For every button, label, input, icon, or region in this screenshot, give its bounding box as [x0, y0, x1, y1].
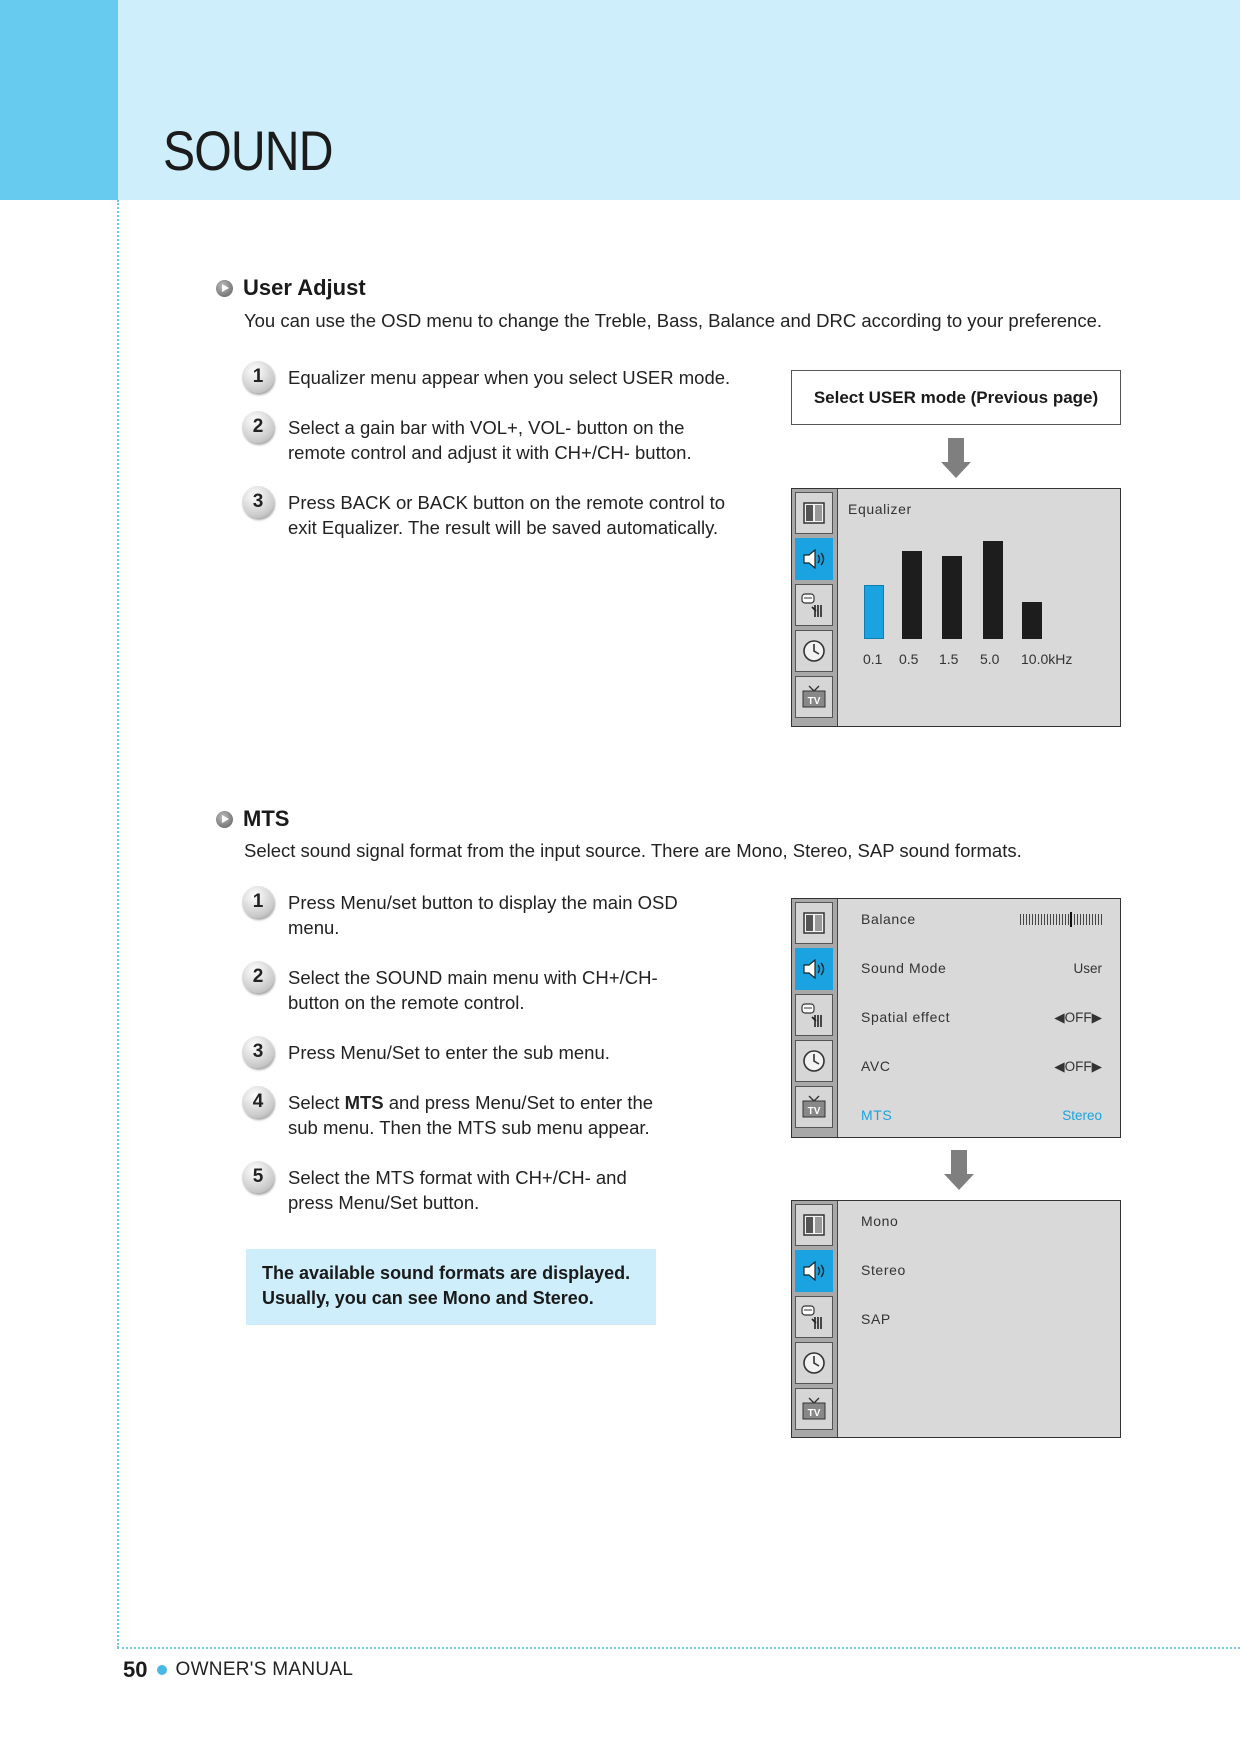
- header-tab: [0, 0, 118, 200]
- equalizer-bar-0-5: [902, 551, 922, 639]
- sound-icon: [795, 948, 833, 990]
- equalizer-band-label: 0.1: [863, 651, 883, 667]
- step-number: 3: [242, 486, 274, 518]
- setup-tools-icon: [795, 1296, 833, 1338]
- osd-sidebar: [792, 899, 838, 1137]
- footer-label: OWNER'S MANUAL: [175, 1659, 354, 1680]
- mts-step-5: 5 Select the MTS format with CH+/CH- and press Menu/Set button.: [242, 1165, 627, 1215]
- left-arrow-icon: ◀: [1054, 1010, 1065, 1025]
- user-adjust-step-2: 2 Select a gain bar with VOL+, VOL- button on the remote control and adjust it with CH+/CH- button.: [242, 415, 692, 465]
- bullet-arrow-icon: [216, 280, 233, 297]
- svg-text:TV: TV: [807, 1408, 821, 1419]
- clock-icon: [795, 1040, 833, 1082]
- margin-rule: [117, 200, 119, 1648]
- tv-icon: [795, 1388, 833, 1430]
- user-adjust-step-1: 1 Equalizer menu appear when you select USER mode.: [242, 365, 730, 393]
- sound-menu-osd: [791, 898, 1121, 1138]
- sound-icon: [795, 1250, 833, 1292]
- step-number: 2: [242, 411, 274, 443]
- balance-center-marker: [1070, 912, 1072, 927]
- setup-tools-icon: [795, 584, 833, 626]
- equalizer-bar-5-0: [983, 541, 1003, 639]
- equalizer-bar-0-1: [864, 585, 884, 639]
- equalizer-bar-10-0khz: [1022, 602, 1042, 639]
- sound-mode-value: User: [1073, 961, 1102, 976]
- user-adjust-heading: User Adjust: [216, 275, 366, 301]
- svg-text:TV: TV: [807, 1106, 821, 1117]
- mts-submenu-osd: [791, 1200, 1121, 1438]
- mts-step-2: 2 Select the SOUND main menu with CH+/CH- button on the remote control.: [242, 965, 658, 1015]
- note-box: The available sound formats are displayed. Usually, you can see Mono and Stereo.: [246, 1249, 656, 1325]
- menu-item-mts: MTS: [861, 1107, 893, 1123]
- menu-item-balance: Balance: [861, 911, 916, 927]
- equalizer-osd: [791, 488, 1121, 727]
- spatial-effect-value: ◀OFF▶: [1054, 1010, 1102, 1025]
- svg-text:TV: TV: [807, 696, 821, 707]
- clock-icon: [795, 1342, 833, 1384]
- osd-sidebar: [792, 1201, 838, 1437]
- mts-step-3: 3 Press Menu/Set to enter the sub menu.: [242, 1040, 610, 1068]
- down-arrow-icon: [941, 438, 971, 480]
- balance-slider: [1020, 914, 1102, 925]
- menu-item-spatial-effect: Spatial effect: [861, 1009, 951, 1025]
- mts-step-4: 4 Select MTS and press Menu/Set to enter the sub menu. Then the MTS sub menu appear.: [242, 1090, 653, 1140]
- left-arrow-icon: ◀: [1054, 1059, 1065, 1074]
- mts-value: Stereo: [1062, 1108, 1102, 1123]
- equalizer-band-label: 5.0: [980, 651, 1000, 667]
- equalizer-bar-1-5: [942, 556, 962, 639]
- tv-icon: [795, 1086, 833, 1128]
- setup-tools-icon: [795, 994, 833, 1036]
- step-number: 2: [242, 961, 274, 993]
- avc-value: ◀OFF▶: [1054, 1059, 1102, 1074]
- step-number: 1: [242, 886, 274, 918]
- down-arrow-icon: [944, 1150, 974, 1192]
- right-arrow-icon: ▶: [1091, 1010, 1102, 1025]
- right-arrow-icon: ▶: [1091, 1059, 1102, 1074]
- step-number: 4: [242, 1086, 274, 1118]
- footer-dot-icon: [157, 1665, 167, 1675]
- mts-heading: MTS: [216, 806, 289, 832]
- page-footer: [123, 1657, 353, 1683]
- menu-item-avc: AVC: [861, 1058, 891, 1074]
- equalizer-band-label: 1.5: [939, 651, 959, 667]
- osd-sidebar: [792, 489, 838, 726]
- menu-item-sound-mode: Sound Mode: [861, 960, 947, 976]
- sound-icon: [795, 538, 833, 580]
- picture-icon: [795, 902, 833, 944]
- step-number: 3: [242, 1036, 274, 1068]
- mts-option-mono: Mono: [861, 1213, 899, 1229]
- equalizer-band-label: 0.5: [899, 651, 919, 667]
- user-adjust-step-3: 3 Press BACK or BACK button on the remote control to exit Equalizer. The result will be saved automatically.: [242, 490, 725, 540]
- bullet-arrow-icon: [216, 811, 233, 828]
- page-number: 50: [123, 1657, 148, 1682]
- user-adjust-description: You can use the OSD menu to change the Treble, Bass, Balance and DRC according to your preference.: [244, 310, 1103, 331]
- callout-box: Select USER mode (Previous page): [791, 370, 1121, 425]
- mts-description: Select sound signal format from the input source. There are Mono, Stereo, SAP sound formats.: [244, 840, 1022, 861]
- tv-icon: [795, 676, 833, 718]
- picture-icon: [795, 492, 833, 534]
- equalizer-title: Equalizer: [848, 501, 912, 517]
- mts-step-1: 1 Press Menu/set button to display the main OSD menu.: [242, 890, 678, 940]
- clock-icon: [795, 630, 833, 672]
- picture-icon: [795, 1204, 833, 1246]
- step-number: 5: [242, 1161, 274, 1193]
- footer-rule: [117, 1647, 1240, 1649]
- equalizer-band-label: 10.0kHz: [1021, 651, 1073, 667]
- step-number: 1: [242, 361, 274, 393]
- mts-option-sap: SAP: [861, 1311, 891, 1327]
- page-title: SOUND: [163, 119, 333, 182]
- mts-option-stereo: Stereo: [861, 1262, 906, 1278]
